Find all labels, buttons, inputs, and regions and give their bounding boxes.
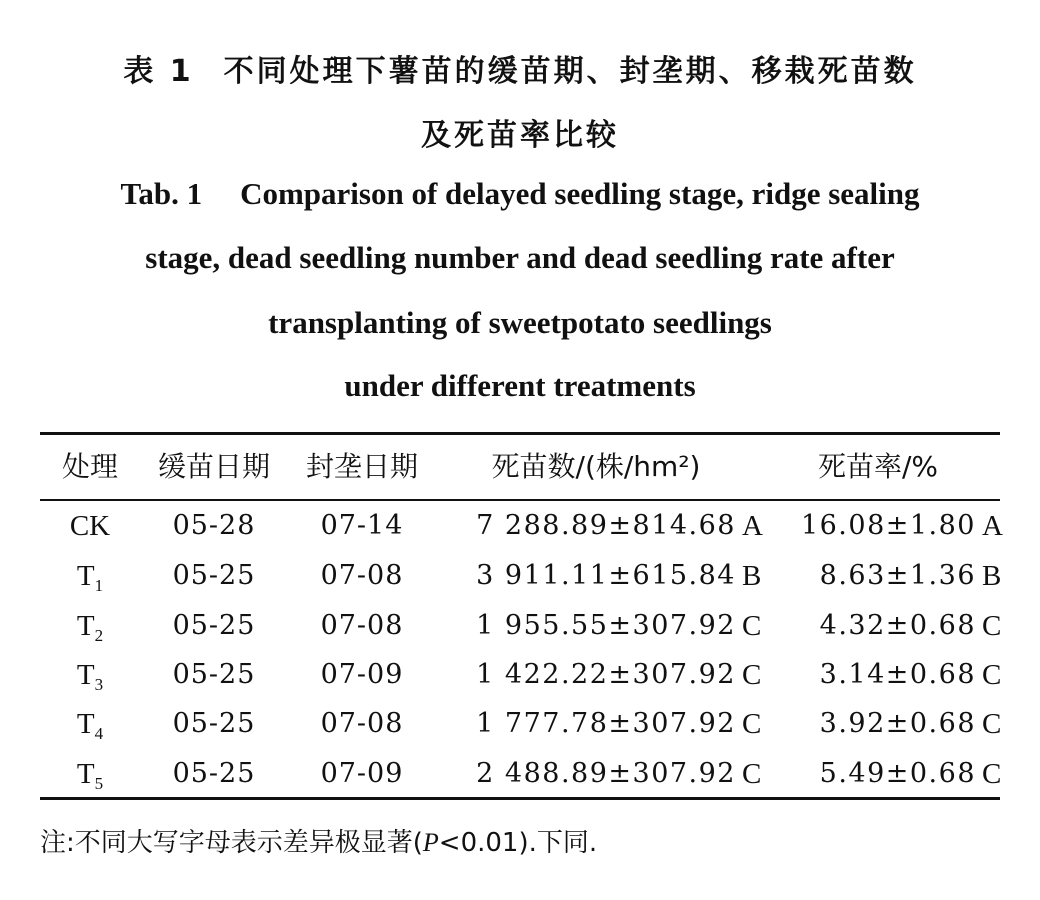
cell-ridge-date: 07-14 (320, 510, 404, 541)
cell-dead-rate: 3.14±0.68 (819, 659, 976, 690)
table-title-en-line2: stage, dead seedling number and dead seedling rate after (145, 240, 895, 275)
cell-treatment: $T_1$ (76, 560, 104, 595)
cell-dead-significance: C (742, 708, 762, 740)
table-title-en-line1 (0, 176, 1040, 212)
cell-treatment: $T_5$ (76, 758, 104, 793)
table-row (40, 699, 1000, 749)
table-row (40, 749, 1000, 799)
header-slow-seedling-date: 缓苗日期 (157, 450, 270, 483)
table-label-en: Tab. 1 (120, 176, 203, 211)
cell-rate-significance: B (982, 560, 1002, 592)
note-suffix: <0.01).下同. (438, 828, 598, 858)
cell-dead-significance: C (742, 610, 762, 642)
table-row (40, 551, 1000, 601)
cell-dead-significance: C (742, 659, 762, 691)
cell-rate-significance: A (982, 510, 1003, 542)
cell-dead-rate: 8.63±1.36 (819, 560, 976, 591)
header-dead-seedling-rate: 死苗率/% (817, 450, 939, 483)
cell-rate-significance: C (982, 758, 1002, 790)
table-title-cn-text: 不同处理下薯苗的缓苗期、封垄期、移栽死苗数 (223, 54, 917, 89)
table-row (40, 601, 1000, 651)
header-treatment: 处理 (61, 450, 118, 483)
cell-ridge-date: 07-08 (320, 560, 404, 591)
cell-ridge-date: 07-08 (320, 610, 404, 641)
cell-slow-date: 05-25 (172, 708, 256, 739)
cell-slow-date: 05-25 (172, 659, 256, 690)
note-p-symbol: P (422, 828, 439, 857)
cell-dead-significance: B (742, 560, 762, 592)
cell-dead-number: 1 955.55±307.92 (476, 610, 736, 641)
table-row (40, 501, 1003, 551)
table-title-en-text: Comparison of delayed seedling stage, ridge sealing (240, 176, 920, 211)
table-title-cn-line2: 及死苗率比较 (421, 118, 619, 153)
cell-dead-number: 2 488.89±307.92 (476, 758, 736, 789)
cell-dead-number: 3 911.11±615.84 (476, 560, 736, 591)
table-title-en-line3: transplanting of sweetpotato seedlings (268, 305, 772, 340)
cell-treatment: $T_3$ (76, 659, 104, 694)
cell-dead-rate: 3.92±0.68 (819, 708, 976, 739)
cell-rate-significance: C (982, 610, 1002, 642)
cell-dead-number: 1 422.22±307.92 (476, 659, 736, 690)
note-prefix: 注:不同大写字母表示差异极显著( (40, 828, 423, 858)
cell-ridge-date: 07-09 (320, 758, 404, 789)
cell-treatment: $T_2$ (76, 610, 104, 645)
table-label-cn: 表 1 (123, 54, 194, 89)
cell-dead-number: 1 777.78±307.92 (476, 708, 736, 739)
cell-dead-significance: C (742, 758, 762, 790)
cell-dead-number: 7 288.89±814.68 (476, 510, 736, 541)
header-ridge-sealing-date: 封垄日期 (305, 450, 418, 483)
cell-rate-significance: C (982, 708, 1002, 740)
cell-dead-rate: 5.49±0.68 (819, 758, 976, 789)
cell-treatment: $T_4$ (76, 708, 104, 743)
header-dead-seedling-number: 死苗数/(株/hm²) (491, 450, 701, 483)
cell-dead-significance: A (742, 510, 763, 542)
cell-ridge-date: 07-08 (320, 708, 404, 739)
table-row (40, 650, 1000, 700)
cell-dead-rate: 4.32±0.68 (819, 610, 976, 641)
table-note (40, 822, 597, 859)
cell-ridge-date: 07-09 (320, 659, 404, 690)
table-title-en-line4: under different treatments (344, 368, 696, 403)
cell-rate-significance: C (982, 659, 1002, 691)
cell-slow-date: 05-25 (172, 560, 256, 591)
cell-slow-date: 05-25 (172, 758, 256, 789)
cell-slow-date: 05-28 (172, 510, 256, 541)
cell-treatment: CK (69, 510, 111, 542)
table-title-cn-line1 (0, 46, 1040, 90)
cell-dead-rate: 16.08±1.80 (800, 510, 976, 541)
cell-slow-date: 05-25 (172, 610, 256, 641)
